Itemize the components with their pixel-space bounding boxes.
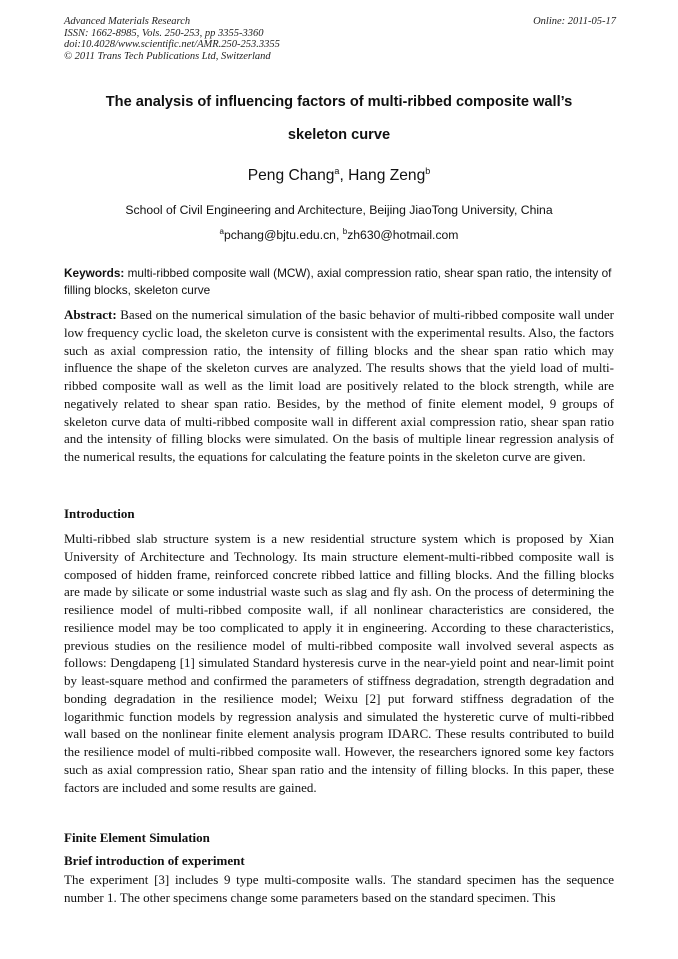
email-a: pchang@bjtu.edu.cn, [223, 228, 343, 242]
online-date: Online: 2011-05-17 [533, 16, 616, 27]
issn-line: ISSN: 1662-8985, Vols. 250-253, pp 3355-3360 [64, 27, 264, 39]
author-1: Peng Chang [247, 167, 335, 184]
abstract-block [64, 306, 614, 466]
email-a-sup: a [219, 226, 224, 236]
keywords-block [64, 265, 616, 299]
author-separator: , [339, 167, 349, 184]
affiliation: School of Civil Engineering and Architecture, Beijing JiaoTong University, China [125, 203, 553, 217]
abstract-label: Abstract: [64, 307, 117, 322]
introduction-heading: Introduction [64, 506, 135, 521]
keywords-text: multi-ribbed composite wall (MCW), axial compression ratio, shear span ratio, the intensity of filling blocks, skeleton curve [64, 266, 612, 298]
abstract-text: Based on the numerical simulation of the basic behavior of multi-ribbed composite wall under low frequency cyclic load, the skeleton curve is consistent with the experimental results. Also, the factors such as axial compression ratio, the intensity of filling blocks and the shear span ratio which may influence the shape of the skeleton curves are analyzed. The results shows that the yield load of multi-ribbed composite wall as well as the limit load are positively related to the block strength, while are negatively related to shear span ratio. Besides, by the method of finite element model, 9 groups of skeleton curve data of multi-ribbed composite wall in different axial compression ratio, shear span ratio and the intensity of filling blocks were simulated. On the basis of multiple linear regression analysis of the numerical results, the equations for calculating the feature points in the skeleton curve are given. [64, 307, 614, 464]
author-1-sup: a [334, 165, 340, 176]
paper-title-line-1: The analysis of influencing factors of multi-ribbed composite wall’s [105, 94, 573, 110]
fem-heading: Finite Element Simulation [64, 830, 210, 845]
doi-line: doi:10.4028/www.scientific.net/AMR.250-253.3355 [64, 39, 280, 51]
email-b: zh630@hotmail.com [347, 228, 459, 242]
paper-title-line-2: skeleton curve [287, 127, 391, 143]
author-2: Hang Zeng [348, 167, 426, 184]
author-line [0, 167, 678, 185]
journal-header [64, 16, 280, 62]
experiment-paragraph: The experiment [3] includes 9 type multi-composite walls. The standard specimen has the sequence number 1. The other specimens change some parameters based on the standard specimen. This [64, 872, 614, 905]
experiment-subheading: Brief introduction of experiment [64, 853, 245, 868]
journal-name: Advanced Materials Research [64, 16, 191, 27]
introduction-paragraph: Multi-ribbed slab structure system is a new residential structure system which is proposed by Xian University of Architecture and Technology. Its main structure element-multi-ribbed composite wall is composed of hidden frame, reinforced concrete ribbed lattice and filling blocks. And the filling blocks are made by silicate or some industrial waste such as slag and fly ash. On the process of determining the resilience model of multi-ribbed composite wall, if all nonlinear characteristics are considered, the resilience model may be too complicated to apply it in engineering. According to these characteristics, previous studies on the resilience model of multi-ribbed composite wall involved several aspects as follows: Dengdapeng [1] simulated Standard hysteresis curve in the near-yield point and near-limit point by least-square method and confirmed the parameters of stiffness degradation, strength degradation and bonding degradation in the resilience model; Weixu [2] put forward stiffness degradation of the logarithmic function models by regression analysis and simulated the hysteretic curve of multi-ribbed wall based on the nonlinear finite element analysis program IDARC. These results contributed to build the resilience model of multi-ribbed composite wall. However, the researchers ignored some key factors such as axial compression ratio, Shear span ratio and the intensity of filling blocks. In this paper, these factors are included and some results are gained. [64, 531, 614, 795]
email-b-sup: b [342, 226, 348, 236]
author-2-sup: b [425, 165, 431, 176]
keywords-label: Keywords: [64, 266, 125, 280]
copyright-line: © 2011 Trans Tech Publications Ltd, Switzerland [64, 50, 271, 62]
email-line [0, 228, 678, 242]
